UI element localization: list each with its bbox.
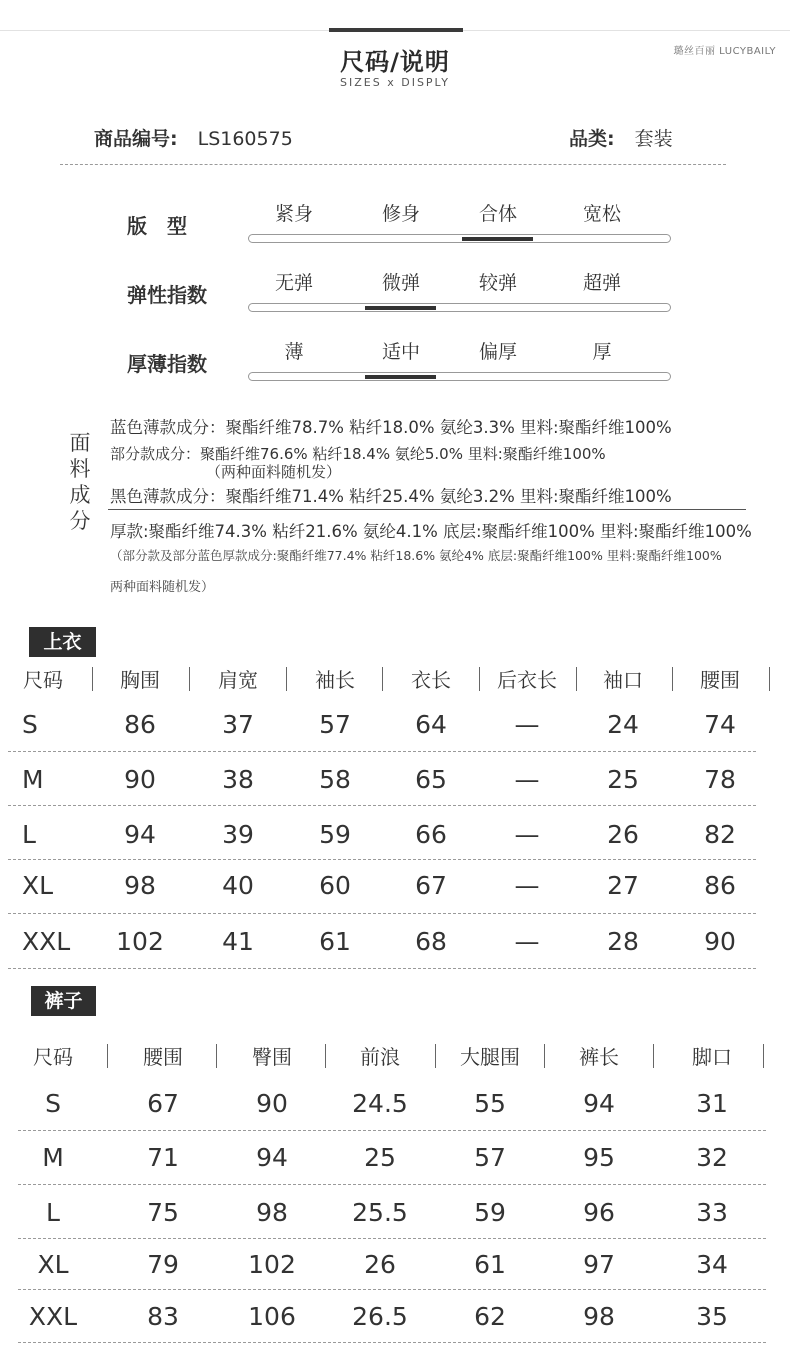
- tops-cell: 65: [415, 765, 447, 794]
- tops-header-separator: [576, 667, 577, 691]
- pants-header-cell: 裤长: [579, 1045, 619, 1069]
- pants-cell: S: [45, 1089, 61, 1118]
- tops-cell: S: [22, 710, 38, 739]
- index-option: 微弹: [381, 272, 420, 294]
- pants-cell: XL: [37, 1250, 69, 1279]
- tops-cell: 67: [415, 871, 447, 900]
- fabric-line-blue-thin: 蓝色薄款成分：聚酯纤维78.7% 粘纤18.0% 氨纶3.3% 里料:聚酯纤维100%: [110, 418, 672, 437]
- tops-cell: 90: [124, 765, 156, 794]
- index-option: 适中: [381, 341, 420, 363]
- tops-cell: —: [514, 871, 540, 900]
- pants-cell: 75: [147, 1198, 179, 1227]
- pants-cell: 25.5: [352, 1198, 408, 1227]
- index-option: 厚: [592, 341, 612, 363]
- product-category-value: 套装: [634, 128, 673, 150]
- pants-cell: 95: [583, 1143, 615, 1172]
- tops-header-cell: 胸围: [120, 668, 160, 692]
- index-scale-track: [248, 303, 671, 312]
- fabric-line-black-thin: 黑色薄款成分：聚酯纤维71.4% 粘纤25.4% 氨纶3.2% 里料:聚酯纤维100%: [110, 487, 672, 506]
- index-option: 合体: [478, 203, 517, 225]
- pants-cell: 32: [696, 1143, 728, 1172]
- pants-cell: 34: [696, 1250, 728, 1279]
- tops-tag: 上衣: [29, 627, 96, 657]
- tops-header-separator: [92, 667, 93, 691]
- fabric-line-thick-partial: （部分款及部分蓝色厚款成分:聚酯纤维77.4% 粘纤18.6% 氨纶4% 底层:聚酯纤维100% 里料:聚酯纤维100%: [110, 548, 722, 563]
- page-title: 尺码/说明: [340, 48, 450, 76]
- fabric-line-thick: 厚款:聚酯纤维74.3% 粘纤21.6% 氨纶4.1% 底层:聚酯纤维100% 里料:聚酯纤维100%: [110, 522, 752, 541]
- pants-header-separator: [763, 1044, 764, 1068]
- pants-header-cell: 尺码: [33, 1045, 73, 1069]
- tops-header-separator: [189, 667, 190, 691]
- tops-cell: 39: [222, 820, 254, 849]
- tops-row-divider: [8, 913, 756, 914]
- tops-cell: 61: [319, 927, 351, 956]
- tops-cell: 90: [704, 927, 736, 956]
- pants-cell: 24.5: [352, 1089, 408, 1118]
- tops-cell: 27: [607, 871, 639, 900]
- pants-cell: XXL: [28, 1302, 78, 1331]
- pants-cell: 35: [696, 1302, 728, 1331]
- product-category: [569, 124, 673, 151]
- tops-cell: 37: [222, 710, 254, 739]
- product-code-label: 商品编号:: [94, 128, 178, 150]
- pants-cell: 61: [474, 1250, 506, 1279]
- tops-header-cell: 袖口: [603, 668, 643, 692]
- fabric-underline: [108, 509, 746, 510]
- pants-cell: 94: [256, 1143, 288, 1172]
- pants-header-separator: [325, 1044, 326, 1068]
- pants-cell: 59: [474, 1198, 506, 1227]
- pants-cell: 26.5: [352, 1302, 408, 1331]
- pants-cell: 106: [248, 1302, 296, 1331]
- tops-cell: 86: [704, 871, 736, 900]
- tops-header-separator: [769, 667, 770, 691]
- pants-cell: 94: [583, 1089, 615, 1118]
- pants-cell: L: [46, 1198, 60, 1227]
- tops-header-separator: [672, 667, 673, 691]
- pants-cell: 83: [147, 1302, 179, 1331]
- pants-header-cell: 大腿围: [460, 1045, 520, 1069]
- pants-row-divider: [18, 1184, 766, 1185]
- tops-cell: 98: [124, 871, 156, 900]
- product-code-value: LS160575: [197, 128, 293, 150]
- index-scale-track: [248, 372, 671, 381]
- tops-cell: 40: [222, 871, 254, 900]
- pants-cell: 71: [147, 1143, 179, 1172]
- tops-cell: 58: [319, 765, 351, 794]
- tops-cell: 86: [124, 710, 156, 739]
- tops-cell: XL: [22, 871, 54, 900]
- meta-divider: [60, 164, 726, 165]
- tops-cell: —: [514, 927, 540, 956]
- pants-cell: 62: [474, 1302, 506, 1331]
- pants-cell: 67: [147, 1089, 179, 1118]
- pants-header-cell: 脚口: [692, 1045, 732, 1069]
- tops-header-cell: 袖长: [315, 668, 355, 692]
- pants-header-cell: 前浪: [360, 1045, 400, 1069]
- pants-cell: 79: [147, 1250, 179, 1279]
- pants-cell: M: [42, 1143, 64, 1172]
- tops-row-divider: [8, 859, 756, 860]
- tops-cell: —: [514, 820, 540, 849]
- fabric-line-partial: 部分款成分：聚酯纤维76.6% 粘纤18.4% 氨纶5.0% 里料:聚酯纤维100%: [110, 445, 606, 463]
- tops-cell: 57: [319, 710, 351, 739]
- index-option: 超弹: [582, 272, 621, 294]
- index-scale-selected-marker: [365, 375, 436, 379]
- tops-cell: 26: [607, 820, 639, 849]
- pants-cell: 90: [256, 1089, 288, 1118]
- pants-header-separator: [107, 1044, 108, 1068]
- tops-cell: L: [22, 820, 36, 849]
- page-subtitle: SIZES x DISPLY: [340, 76, 450, 89]
- tops-cell: 66: [415, 820, 447, 849]
- tops-cell: —: [514, 710, 540, 739]
- tops-row-divider: [8, 968, 756, 969]
- index-option: 无弹: [274, 272, 313, 294]
- pants-cell: 25: [364, 1143, 396, 1172]
- tops-header-separator: [479, 667, 480, 691]
- product-code: [94, 124, 293, 151]
- index-option: 薄: [284, 341, 304, 363]
- pants-cell: 98: [583, 1302, 615, 1331]
- tops-cell: 59: [319, 820, 351, 849]
- index-option: 宽松: [582, 203, 621, 225]
- pants-cell: 102: [248, 1250, 296, 1279]
- tops-cell: 38: [222, 765, 254, 794]
- tops-row-divider: [8, 805, 756, 806]
- tops-cell: 74: [704, 710, 736, 739]
- tops-header-cell: 肩宽: [218, 668, 258, 692]
- index-label: 厚薄指数: [127, 352, 207, 376]
- tops-cell: 60: [319, 871, 351, 900]
- index-option: 修身: [381, 203, 420, 225]
- tops-cell: 64: [415, 710, 447, 739]
- index-scale-selected-marker: [462, 237, 533, 241]
- index-scale-selected-marker: [365, 306, 436, 310]
- tops-cell: 78: [704, 765, 736, 794]
- pants-cell: 55: [474, 1089, 506, 1118]
- tops-cell: 68: [415, 927, 447, 956]
- tops-cell: 41: [222, 927, 254, 956]
- tops-cell: 82: [704, 820, 736, 849]
- pants-row-divider: [18, 1238, 766, 1239]
- product-category-label: 品类:: [569, 128, 615, 150]
- fabric-label: [66, 430, 94, 534]
- tops-header-cell: 腰围: [700, 668, 740, 692]
- pants-row-divider: [18, 1130, 766, 1131]
- tops-header-separator: [382, 667, 383, 691]
- fabric-line-thick-random: 两种面料随机发）: [110, 580, 215, 595]
- pants-cell: 98: [256, 1198, 288, 1227]
- fabric-line-random-note: （两种面料随机发）: [206, 463, 342, 481]
- tops-header-separator: [286, 667, 287, 691]
- pants-row-divider: [18, 1342, 766, 1343]
- tops-cell: 25: [607, 765, 639, 794]
- index-option: 偏厚: [478, 341, 517, 363]
- pants-tag: 裤子: [31, 986, 96, 1016]
- index-scale-track: [248, 234, 671, 243]
- pants-cell: 33: [696, 1198, 728, 1227]
- pants-cell: 57: [474, 1143, 506, 1172]
- pants-row-divider: [18, 1289, 766, 1290]
- index-option: 较弹: [478, 272, 517, 294]
- pants-header-separator: [653, 1044, 654, 1068]
- tops-header-cell: 尺码: [23, 668, 63, 692]
- pants-cell: 97: [583, 1250, 615, 1279]
- pants-cell: 96: [583, 1198, 615, 1227]
- fabric-label-text: 面料成分: [69, 431, 91, 533]
- index-option: 紧身: [274, 203, 313, 225]
- tops-header-cell: 后衣长: [497, 668, 557, 692]
- tops-cell: —: [514, 765, 540, 794]
- tops-cell: 28: [607, 927, 639, 956]
- pants-header-separator: [435, 1044, 436, 1068]
- tops-row-divider: [8, 751, 756, 752]
- tops-cell: 24: [607, 710, 639, 739]
- index-label: 弹性指数: [127, 283, 207, 307]
- pants-header-separator: [216, 1044, 217, 1068]
- pants-header-separator: [544, 1044, 545, 1068]
- title-accent-bar: [329, 28, 463, 32]
- tops-cell: 94: [124, 820, 156, 849]
- brand-name: 璐丝百丽 LUCYBAILY: [673, 46, 776, 57]
- pants-cell: 31: [696, 1089, 728, 1118]
- tops-cell: XXL: [22, 927, 71, 956]
- pants-cell: 26: [364, 1250, 396, 1279]
- tops-cell: 102: [116, 927, 164, 956]
- pants-header-cell: 臀围: [252, 1045, 292, 1069]
- tops-cell: M: [22, 765, 44, 794]
- index-label: 版 型: [127, 214, 187, 238]
- tops-header-cell: 衣长: [411, 668, 451, 692]
- pants-header-cell: 腰围: [143, 1045, 183, 1069]
